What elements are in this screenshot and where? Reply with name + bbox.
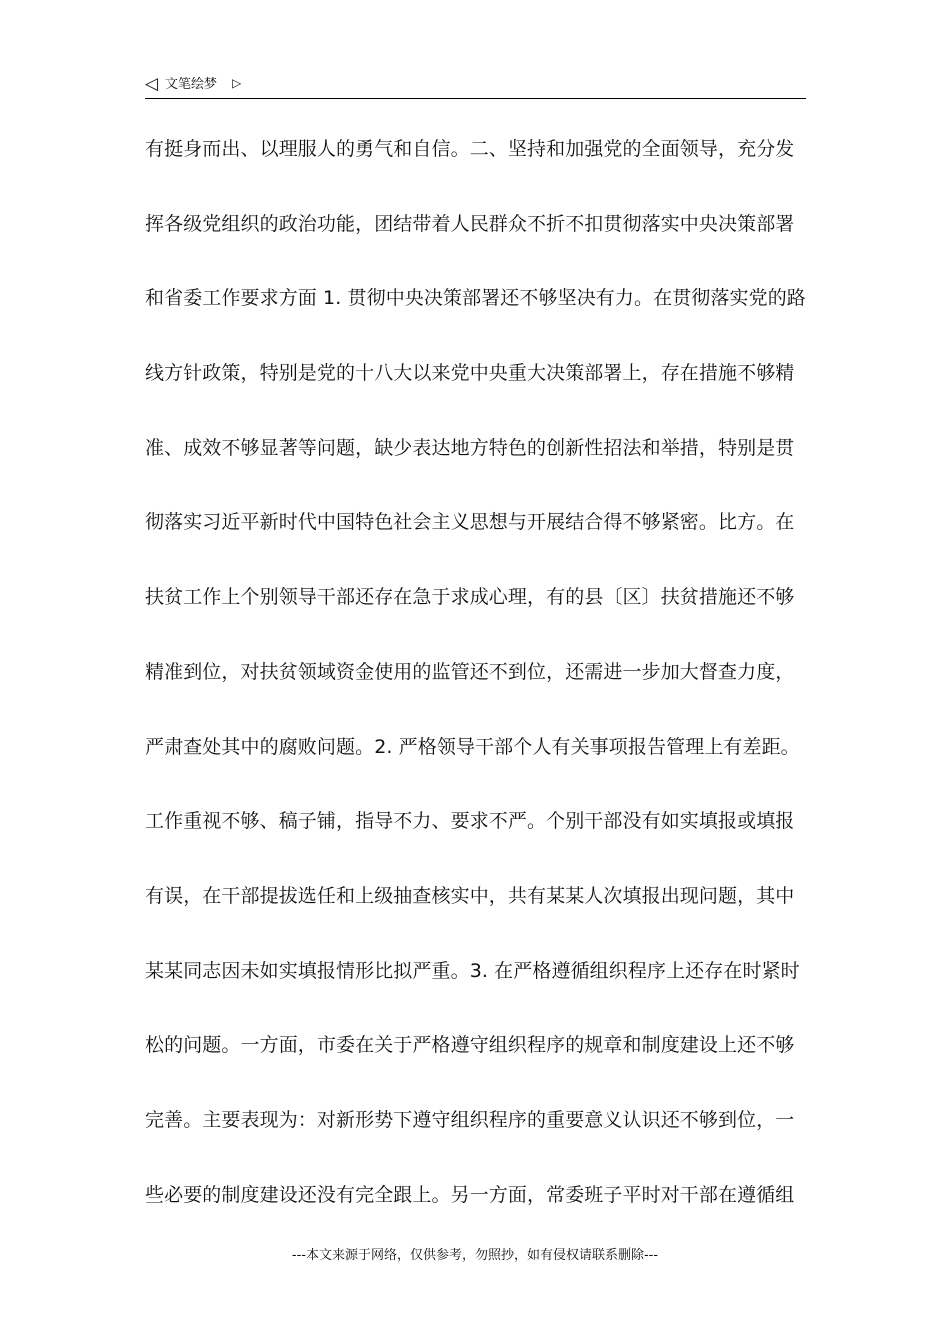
body-line: 精准到位，对扶贫领域资金使用的监管还不到位，还需进一步加大督查力度， [145, 660, 795, 683]
body-line: 线方针政策，特别是党的十八大以来党中央重大决策部署上，存在措施不够精 [145, 362, 795, 385]
body-line: 挥各级党组织的政治功能，团结带着人民群众不折不扣贯彻落实中央决策部署 [145, 212, 795, 235]
right-triangle-icon: ▷ [232, 76, 242, 90]
body-line: 彻落实习近平新时代中国特色社会主义思想与开展结合得不够紧密。比方。在 [145, 511, 795, 534]
body-line: 完善。主要表现为：对新形势下遵守组织程序的重要意义认识还不够到位，一 [145, 1108, 795, 1131]
document-body [145, 127, 806, 1247]
body-line: 某某同志因未如实填报情形比拟严重。3. 在严格遵循组织程序上还存在时紧时 [145, 959, 800, 982]
body-line: 准、成效不够显著等问题，缺少表达地方特色的创新性招法和举措，特别是贯 [145, 436, 795, 459]
page-footer: ---本文来源于网络，仅供参考，勿照抄，如有侵权请联系删除--- [291, 1248, 659, 1263]
body-line: 严肃查处其中的腐败问题。2. 严格领导干部个人有关事项报告管理上有差距。 [145, 735, 800, 758]
body-line: 有误，在干部提拔选任和上级抽查核实中，共有某某人次填报出现问题，其中 [145, 884, 795, 907]
header-title: 文笔绘梦 [165, 77, 218, 92]
body-line: 扶贫工作上个别领导干部还存在急于求成心理，有的县〔区〕扶贫措施还不够 [145, 586, 795, 609]
page-header [145, 74, 806, 99]
body-line: 些必要的制度建设还没有完全跟上。另一方面，常委班子平时对干部在遵循组 [145, 1183, 795, 1206]
body-line: 工作重视不够、稿子铺，指导不力、要求不严。个别干部没有如实填报或填报 [145, 810, 795, 833]
left-triangle-icon: ◁ [145, 74, 159, 94]
body-line: 和省委工作要求方面 1. 贯彻中央决策部署还不够坚决有力。在贯彻落实党的路 [145, 287, 806, 310]
body-line: 有挺身而出、以理服人的勇气和自信。二、坚持和加强党的全面领导，充分发 [145, 138, 795, 160]
body-line: 松的问题。一方面，市委在关于严格遵守组织程序的规章和制度建设上还不够 [145, 1034, 795, 1057]
